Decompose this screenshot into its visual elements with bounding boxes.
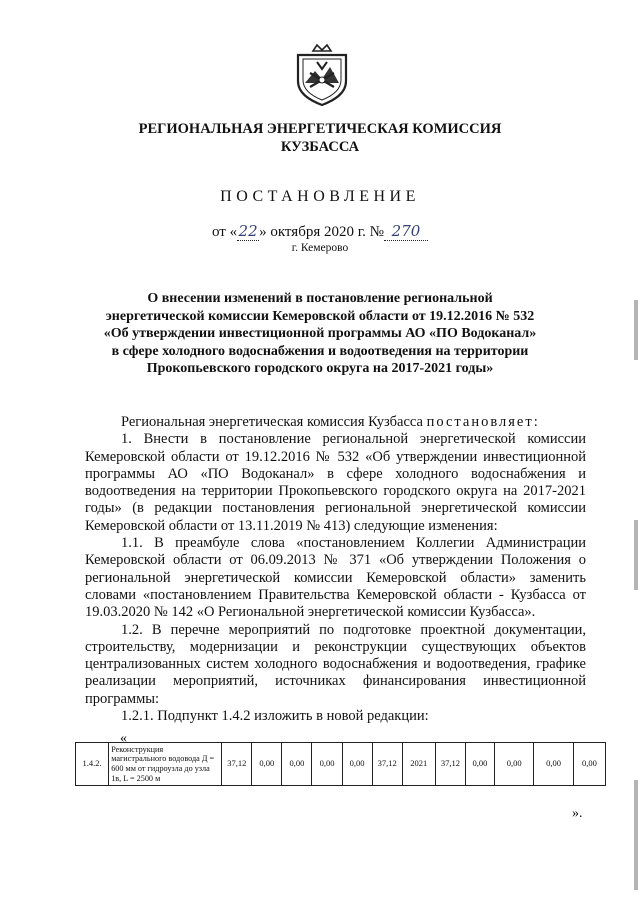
handwritten-day: 22 bbox=[238, 222, 258, 240]
document-title bbox=[100, 290, 540, 378]
document-title-line: О внесении изменений в постановление региональной bbox=[147, 291, 493, 306]
table-row bbox=[76, 743, 606, 786]
document-title-line: энергетической комиссии Кемеровской области от 19.12.2016 № 532 bbox=[105, 308, 535, 324]
row-description-cell: Реконструкция магистрального водовода Д = 600 мм от гидроузла до узла 1в, L = 2500 м bbox=[109, 743, 222, 786]
intro-paragraph bbox=[85, 414, 586, 431]
document-body bbox=[85, 414, 586, 725]
value-cell: 0,00 bbox=[495, 743, 534, 786]
value-cell: 0,00 bbox=[252, 743, 282, 786]
scan-edge-mark bbox=[634, 300, 638, 360]
document-title-line: в сфере холодного водоснабжения и водоотведения на территории bbox=[111, 343, 529, 359]
decree-date-line bbox=[0, 222, 640, 241]
paragraph-1-2-1: 1.2.1. Подпункт 1.4.2 изложить в новой редакции: bbox=[121, 708, 429, 725]
organization-title-line-1: РЕГИОНАЛЬНАЯ ЭНЕРГЕТИЧЕСКАЯ КОМИССИЯ bbox=[138, 121, 502, 137]
kuzbass-coat-of-arms bbox=[295, 43, 349, 107]
organization-title-line-2: КУЗБАССА bbox=[280, 139, 360, 155]
quote-open: « bbox=[120, 731, 127, 746]
value-cell: 37,12 bbox=[372, 743, 402, 786]
value-cell: 0,00 bbox=[312, 743, 342, 786]
date-prefix: от « bbox=[211, 224, 238, 240]
value-cell: 37,12 bbox=[222, 743, 252, 786]
date-middle: » октября 2020 г. № bbox=[259, 224, 384, 240]
value-cell: 0,00 bbox=[534, 743, 573, 786]
decree-heading: ПОСТАНОВЛЕНИЕ bbox=[220, 188, 420, 205]
value-cell: 37,12 bbox=[435, 743, 465, 786]
intro-text: Региональная энергетическая комиссия Кузбасса bbox=[121, 414, 423, 430]
year-cell: 2021 bbox=[402, 743, 435, 786]
organization-title bbox=[0, 120, 640, 156]
decree-city: г. Кемерово bbox=[291, 242, 349, 254]
quote-close: ». bbox=[572, 806, 583, 821]
intro-resolves: постановляет: bbox=[426, 414, 540, 430]
paragraph-1-2: 1.2. В перечне мероприятий по подготовке проектной документации, строительству, модернизации и реконструкции существующих объектов централизованных систем холодного водоснабжения и водоотведения, графике реализации мероприятий, источниках финансирования инвестиционной программы: bbox=[85, 621, 586, 707]
handwritten-decree-number: 270 bbox=[384, 222, 428, 241]
paragraph-1: 1. Внести в постановление региональной энергетической комиссии Кемеровской области от 19.12.2016 № 532 «Об утверждении инвестиционной программы АО «ПО Водоканал» в сфере холодного водоснабжения и водоотведения на территории Прокопьевского городского округа на 2017-2021 годы» (в редакции постановления региональной энергетической комиссии Кемеровской области от 13.11.2019 № 413) следующие изменения: bbox=[85, 431, 586, 534]
value-cell: 0,00 bbox=[282, 743, 312, 786]
value-cell: 0,00 bbox=[465, 743, 494, 786]
scan-edge-mark bbox=[634, 780, 638, 890]
document-title-line: «Об утверждении инвестиционной программы АО «ПО Водоканал» bbox=[103, 326, 537, 341]
paragraph-1-1: 1.1. В преамбуле слова «постановлением Коллегии Администрации Кемеровской области от 06.09.2013 № 371 «Об утверждении Положения о региональной энергетической комиссии Кемеровской области» заменить словами «постановлением Правительства Кемеровской области - Кузбасса от 19.03.2020 № 142 «О Региональной энергетической комиссии Кузбасса». bbox=[85, 535, 586, 621]
investment-plan-table bbox=[75, 742, 606, 786]
row-id-cell: 1.4.2. bbox=[76, 743, 109, 786]
scan-edge-mark bbox=[634, 520, 638, 590]
value-cell: 0,00 bbox=[342, 743, 372, 786]
value-cell: 0,00 bbox=[573, 743, 605, 786]
document-title-line: Прокопьевского городского округа на 2017-2021 годы» bbox=[146, 361, 494, 376]
